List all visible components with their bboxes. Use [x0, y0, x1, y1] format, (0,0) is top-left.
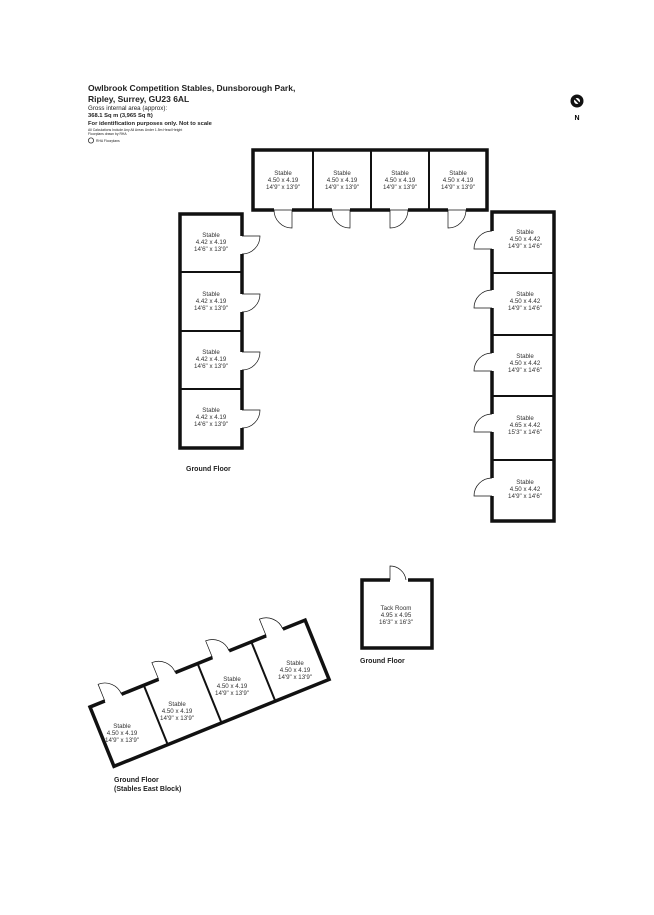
room-imperial: 14'9" x 13'9": [266, 184, 300, 191]
room-imperial: 14'9" x 13'9": [278, 674, 312, 681]
room-imperial: 14'9" x 13'9": [105, 737, 139, 744]
disclaimer: For identification purposes only. Not to scale: [88, 121, 212, 127]
room-metric: 4.42 x 4.19: [195, 298, 227, 305]
area-label: Gross internal area (approx):: [88, 105, 168, 112]
room-name: Tack Room: [380, 605, 412, 612]
room-name: Stable: [168, 701, 186, 708]
compass-icon: [571, 95, 584, 123]
room-name: Stable: [516, 353, 534, 360]
room-imperial: 16'3" x 16'3": [379, 619, 413, 626]
room-name: Stable: [223, 676, 241, 683]
room-name: Stable: [202, 291, 220, 298]
room-metric: 4.50 x 4.42: [509, 360, 541, 367]
room-name: Stable: [516, 415, 534, 422]
room-metric: 4.95 x 4.95: [380, 612, 412, 619]
room-metric: 4.50 x 4.19: [384, 177, 416, 184]
room-metric: 4.50 x 4.19: [106, 730, 138, 737]
room-imperial: 14'6" x 13'9": [194, 421, 228, 428]
room-metric: 4.50 x 4.19: [216, 683, 248, 690]
room-metric: 4.42 x 4.19: [195, 356, 227, 363]
fine-print-2: Floorplans drawn by RHA: [88, 132, 127, 136]
area-value: 368.1 Sq m (3,965 Sq ft): [88, 113, 153, 119]
room-metric: 4.50 x 4.19: [161, 708, 193, 715]
room-imperial: 14'9" x 14'6": [508, 367, 542, 374]
floor-label-main: Ground Floor: [186, 466, 231, 473]
room-metric: 4.42 x 4.19: [195, 414, 227, 421]
room-imperial: 14'9" x 13'9": [383, 184, 417, 191]
logo-text: RHA Floorplans: [96, 139, 120, 143]
room-name: Stable: [113, 723, 131, 730]
room-imperial: 15'3" x 14'6": [508, 429, 542, 436]
logo-icon: [88, 138, 93, 143]
room-imperial: 14'9" x 14'6": [508, 493, 542, 500]
room-imperial: 14'9" x 14'6": [508, 243, 542, 250]
room-imperial: 14'9" x 13'9": [325, 184, 359, 191]
room-name: Stable: [516, 291, 534, 298]
room-name: Stable: [333, 170, 351, 177]
floor-label-east-sub: (Stables East Block): [114, 786, 182, 793]
floor-label-east: Ground Floor: [114, 777, 159, 784]
floor-label-tack: Ground Floor: [360, 658, 405, 665]
room-imperial: 14'6" x 13'9": [194, 246, 228, 253]
room-name: Stable: [286, 660, 304, 667]
compass-letter: N: [574, 115, 580, 122]
room-imperial: 14'9" x 13'9": [160, 715, 194, 722]
room-imperial: 14'6" x 13'9": [194, 305, 228, 312]
room-metric: 4.50 x 4.19: [442, 177, 474, 184]
room-name: Stable: [516, 229, 534, 236]
title-line-1: Owlbrook Competition Stables, Dunsborough Park,: [88, 83, 296, 93]
room-metric: 4.65 x 4.42: [509, 422, 541, 429]
fine-print-1: All Calculations Include Any All Areas Under 1.5m Head Height: [88, 128, 183, 132]
room-metric: 4.50 x 4.42: [509, 298, 541, 305]
room-name: Stable: [202, 407, 220, 414]
room-imperial: 14'9" x 13'9": [215, 690, 249, 697]
title-line-2: Ripley, Surrey, GU23 6AL: [88, 94, 190, 104]
room-metric: 4.50 x 4.19: [267, 177, 299, 184]
room-metric: 4.50 x 4.42: [509, 486, 541, 493]
room-name: Stable: [449, 170, 467, 177]
room-metric: 4.42 x 4.19: [195, 239, 227, 246]
room-name: Stable: [202, 349, 220, 356]
room-name: Stable: [516, 479, 534, 486]
room-metric: 4.50 x 4.19: [326, 177, 358, 184]
room-metric: 4.50 x 4.42: [509, 236, 541, 243]
room-name: Stable: [391, 170, 409, 177]
room-name: Stable: [274, 170, 292, 177]
room-imperial: 14'6" x 13'9": [194, 363, 228, 370]
room-imperial: 14'9" x 13'9": [441, 184, 475, 191]
room-imperial: 14'9" x 14'6": [508, 305, 542, 312]
room-name: Stable: [202, 232, 220, 239]
room-metric: 4.50 x 4.19: [279, 667, 311, 674]
